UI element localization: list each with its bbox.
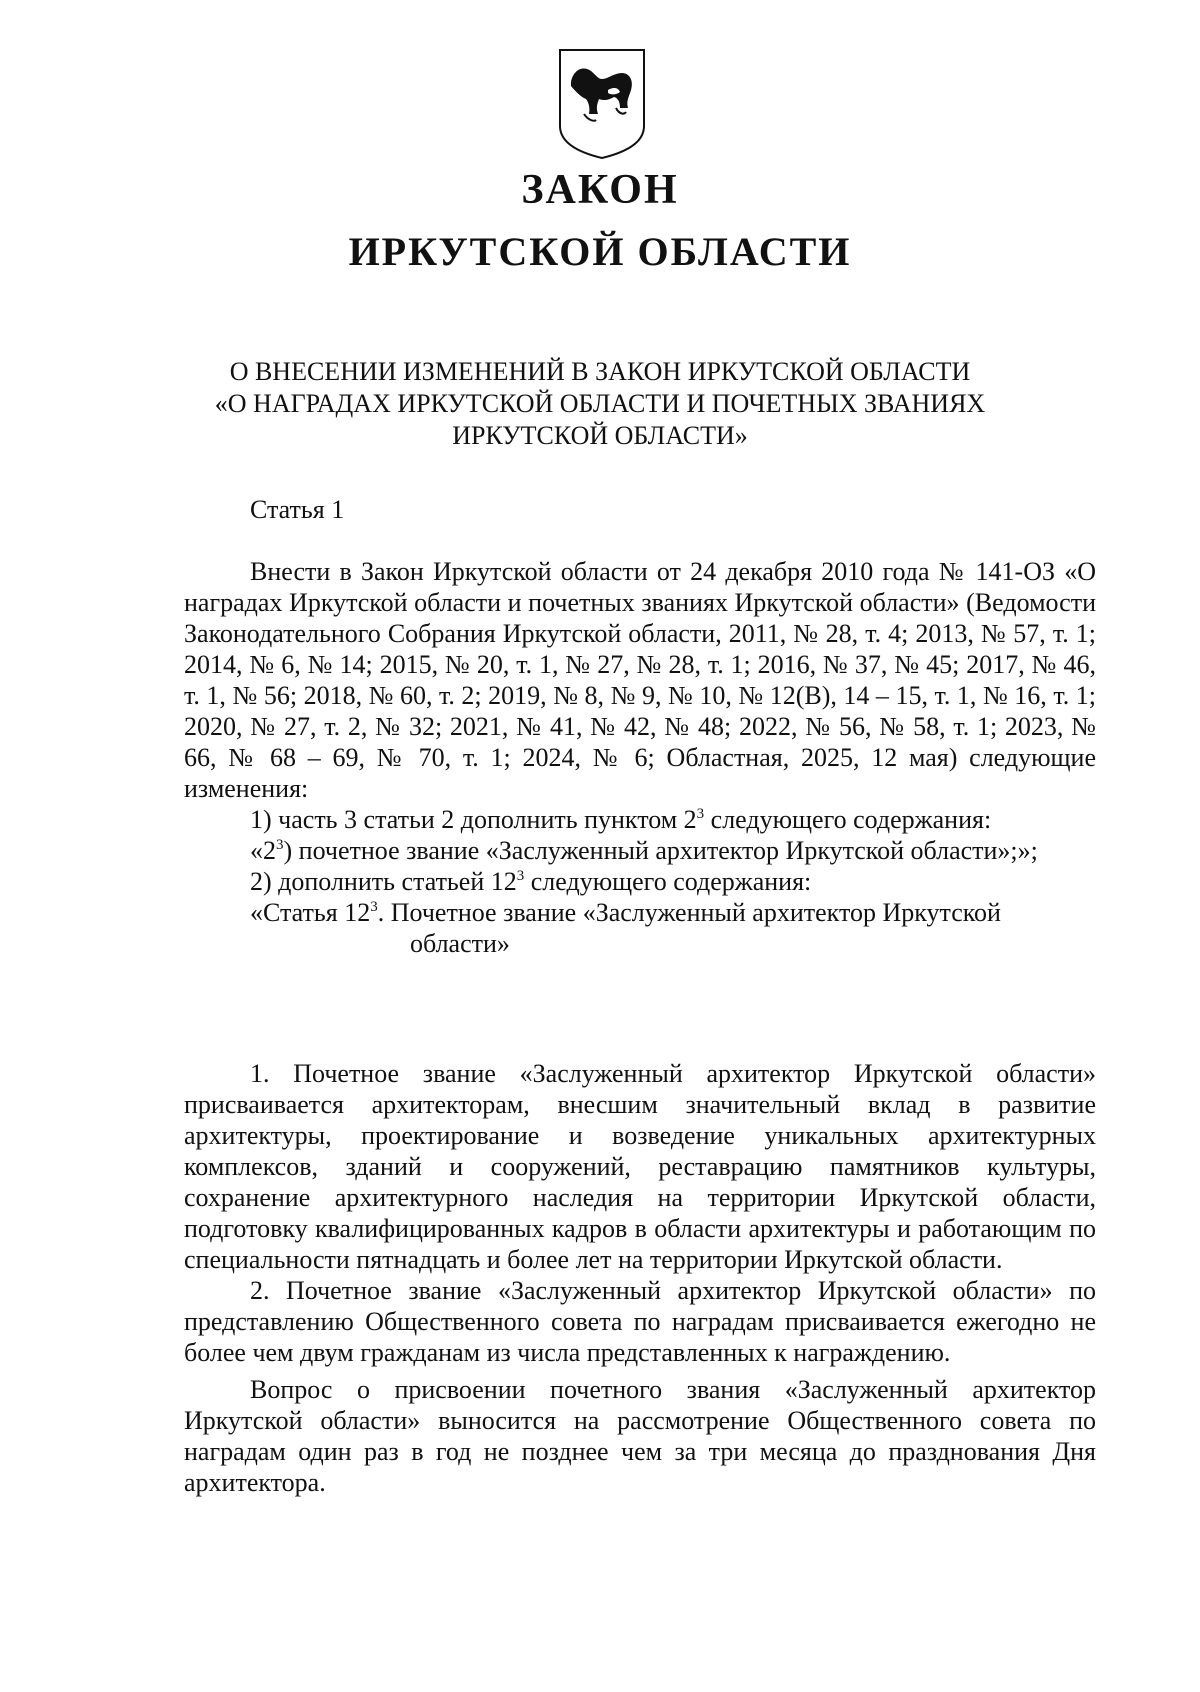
amendment-item-2: [184, 866, 1096, 897]
paragraph-2: 2. Почетное звание «Заслуженный архитектор Иркутской области» по представлению Общественного совета по наградам присваивается ежегодно не более чем двум гражданам из числа представленных к награждению.: [184, 1276, 1096, 1367]
item2-text-end: следующего содержания:: [524, 867, 812, 896]
amendment-quote-1: [184, 835, 1096, 866]
heading-line-1: О ВНЕСЕНИИ ИЗМЕНЕНИЙ В ЗАКОН ИРКУТСКОЙ ОБЛАСТИ: [229, 357, 971, 386]
quote1-text-end: ) почетное звание «Заслуженный архитектор Иркутской области»;»;: [283, 836, 1038, 865]
amendment-item-1: [184, 804, 1096, 835]
heading-line-3: ИРКУТСКОЙ ОБЛАСТИ»: [452, 421, 748, 450]
item1-text: 1) часть 3 статьи 2 дополнить пунктом 2: [250, 805, 697, 834]
new-article-body: [184, 1058, 1096, 1498]
new-article-heading-continued: области»: [410, 929, 510, 958]
article-title: [184, 494, 1096, 525]
item1-text-end: следующего содержания:: [704, 805, 992, 834]
new-article-text: «Статья 12: [250, 898, 371, 927]
quote1-superscript: 3: [276, 837, 284, 853]
law-heading: [150, 356, 1050, 452]
law-title: ЗАКОН: [521, 167, 679, 213]
paragraph-1: 1. Почетное звание «Заслуженный архитектор Иркутской области» присваивается архитекторам, внесшим значительный вклад в развитие архитектуры, проектирование и возведение уникальных архитектурных комплексов, зданий и сооружений, реставрацию памятников культуры, сохранение архитектурного наследия на территории Иркутской области, подготовку квалифицированных кадров в области архитектуры и работающим по специальности пятнадцать и более лет на территории Иркутской области.: [184, 1059, 1096, 1274]
item2-text: 2) дополнить статьей 12: [250, 867, 517, 896]
item1-superscript: 3: [696, 806, 705, 822]
item2-superscript: 3: [516, 868, 525, 884]
new-article-heading: [184, 897, 1096, 928]
irkutsk-coat-of-arms-icon: [556, 48, 648, 160]
quote1-text: «2: [250, 836, 276, 865]
new-article-text-end: . Почетное звание «Заслуженный архитектор Иркутской: [377, 898, 1001, 927]
law-region-title: ИРКУТСКОЙ ОБЛАСТИ: [348, 229, 852, 274]
heading-line-2: «О НАГРАДАХ ИРКУТСКОЙ ОБЛАСТИ И ПОЧЕТНЫХ ЗВАНИЯХ: [214, 389, 986, 418]
new-article-superscript: 3: [370, 899, 378, 915]
article-title-text: Статья 1: [250, 495, 345, 524]
paragraph-3: Вопрос о присвоении почетного звания «Заслуженный архитектор Иркутской области» выносится на рассмотрение Общественного совета по наградам один раз в год не позднее чем за три месяца до празднования Дня архитектора.: [184, 1375, 1096, 1497]
article-intro: Внести в Закон Иркутской области от 24 декабря 2010 года № 141-ОЗ «О наградах Иркутской области и почетных званиях Иркутской области» (Ведомости Законодательного Собрания Иркутской области, 2011, № 28, т. 4; 2013, № 57, т. 1; 2014, № 6, № 14; 2015, № 20, т. 1, № 27, № 28, т. 1; 2016, № 37, № 45; 2017, № 46, т. 1, № 56; 2018, № 60, т. 2; 2019, № 8, № 9, № 10, № 12(В), 14 – 15, т. 1, № 16, т. 1; 2020, № 27, т. 2, № 32; 2021, № 41, № 42, № 48; 2022, № 56, № 58, т. 1; 2023, № 66, № 68 – 69, № 70, т. 1; 2024, № 6; Областная, 2025, 12 мая) следующие изменения:: [184, 557, 1096, 803]
article-body: [184, 556, 1096, 959]
